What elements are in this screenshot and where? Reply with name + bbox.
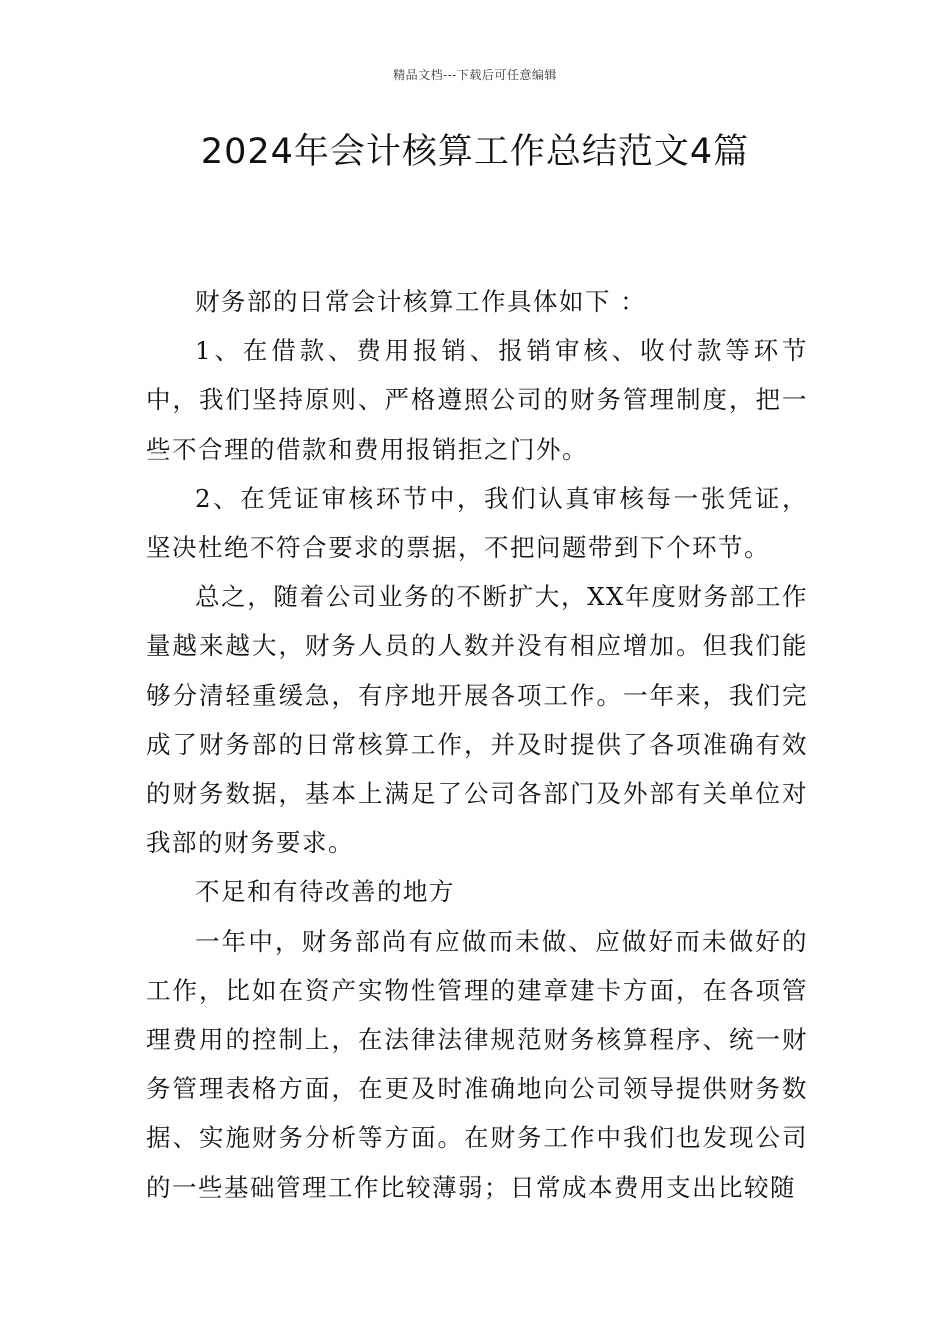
paragraph-item-2: 2、在凭证审核环节中，我们认真审核每一张凭证，坚决杜绝不符合要求的票据，不把问题带到下个环节。 <box>146 483 808 563</box>
paragraph-shortcomings: 一年中，财务部尚有应做而未做、应做好而未做好的工作，比如在资产实物性管理的建章建卡方面，在各项管理费用的控制上，在法律法律规范财务核算程序、统一财务管理表格方面，在更及时准确地向公司领导提供财务数据、实施财务分析等方面。在财务工作中我们也发现公司的一些基础管理工作比较薄弱；日常成本费用支出比较随 <box>146 926 808 1202</box>
document-title: 2024年会计核算工作总结范文4篇 <box>200 132 750 172</box>
header-note: 精品文档---下载后可任意编辑 <box>393 68 557 82</box>
paragraph-item-1: 1、在借款、费用报销、报销审核、收付款等环节中，我们坚持原则、严格遵照公司的财务管理制度，把一些不合理的借款和费用报销拒之门外。 <box>146 336 808 464</box>
section-heading-shortcomings: 不足和有待改善的地方 <box>195 877 455 907</box>
paragraph-intro: 财务部的日常会计核算工作具体如下 ： <box>195 287 647 316</box>
document-body <box>146 277 808 1212</box>
paragraph-summary: 总之，随着公司业务的不断扩大，XX年度财务部工作量越来越大，财务人员的人数并没有相应增加。但我们能够分清轻重缓急，有序地开展各项工作。一年来，我们完成了财务部的日常核算工作，并及时提供了各项准确有效的财务数据，基本上满足了公司各部门及外部有关单位对我部的财务要求。 <box>146 582 808 858</box>
